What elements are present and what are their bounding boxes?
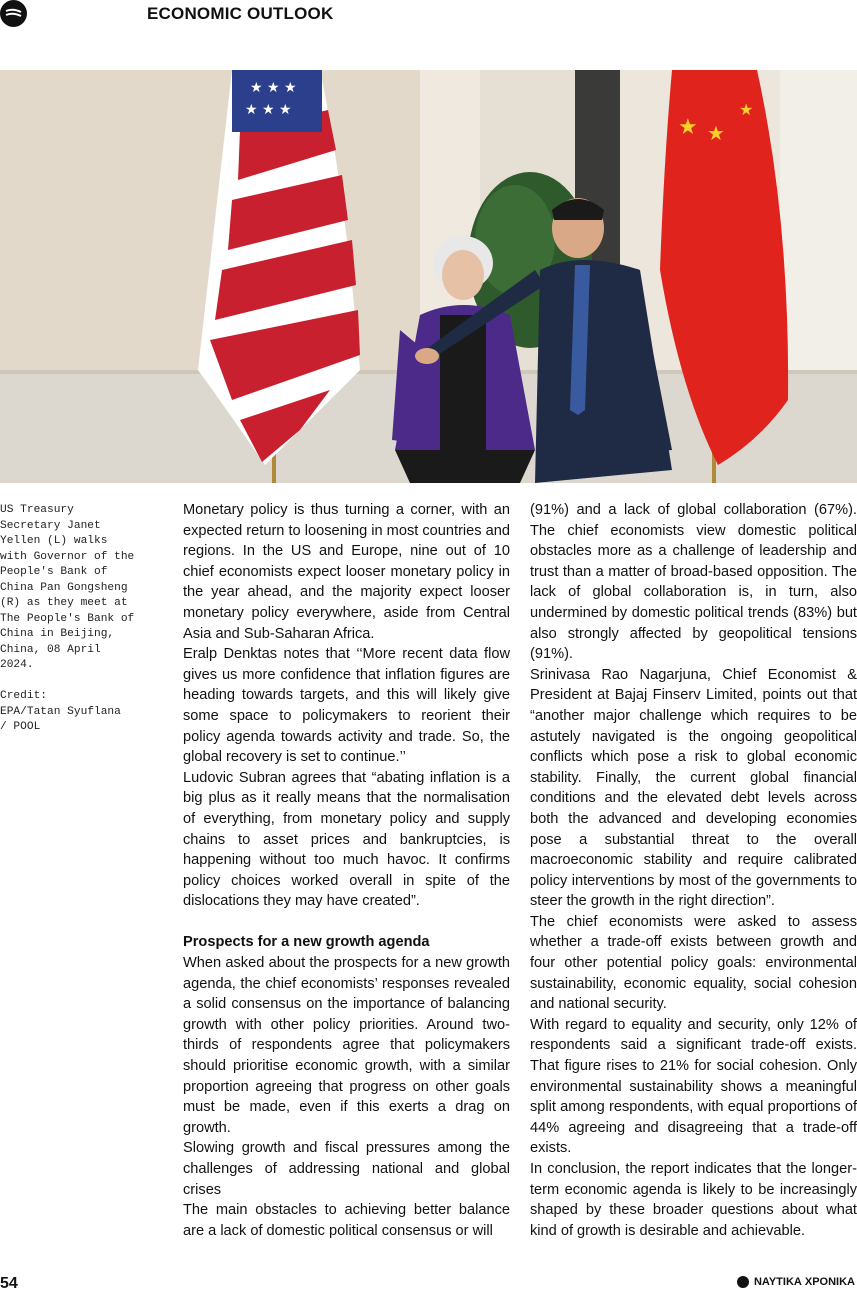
- paragraph: The main obstacles to achieving better balance are a lack of domestic political consensus or will: [183, 1202, 510, 1239]
- section-title: ECONOMIC OUTLOOK: [147, 4, 334, 23]
- svg-text:★: ★: [739, 100, 754, 119]
- article-column-2: [530, 500, 857, 1241]
- svg-text:★: ★: [707, 121, 725, 145]
- paragraph: Monetary policy is thus turning a corner, with an expected return to loosening in most countries and regions. In the US and Europe, nine out of 10 chief economists expect looser monetary policy in the year ahead, and the majority expect looser monetary policy everywhere, aside from Central Asia and Sub-Saharan Africa.: [183, 502, 510, 642]
- publication-name: ΝΑΥΤΙΚΑ ΧΡΟΝΙΚΑ: [753, 1276, 855, 1288]
- paragraph: With regard to equality and security, only 12% of respondents said a significant trade-off exists. That figure rises to 21% for social cohesion. Only environmental sustainability shows a meaningful split among respondents, with equal proportions of 44% agreeing and disagreeing that a trade-off exists.: [530, 1016, 857, 1157]
- paragraph: In conclusion, the report indicates that the longer-term economic agenda is likely to be increasingly shaped by these broader questions about what kind of growth is desirable and achievable.: [530, 1161, 857, 1239]
- publication-logo-small-icon: [737, 1276, 749, 1288]
- paragraph: The chief economists were asked to assess whether a trade-off exists between growth and four other potential policy goals: environmental sustainability, economic equality, social cohesion and national security.: [530, 913, 857, 1013]
- svg-text:★ ★ ★: ★ ★ ★: [245, 102, 292, 118]
- paragraph: When asked about the prospects for a new growth agenda, the chief economists’ responses revealed a solid consensus on the importance of balancing growth with other policy priorities. Around two-thirds of respondents agree that policymakers should prioritise economic growth, with a similar proportion agreeing that progress on other goals must be made, even if this exerts a drag on growth.: [183, 955, 510, 1136]
- paragraph: Srinivasa Rao Nagarjuna, Chief Economist & President at Bajaj Finserv Limited, points out that “another major challenge which requires to be astutely navigated is the ongoing geopolitical conflicts which pose a risk to global economic stability. Finally, the current global financial conditions and the elevated debt levels across both the advanced and developing economies pose a substantial threat to the overall macroeconomic stability and require calibrated policy interventions by most of the governments to steer the growth in the right direction”.: [530, 666, 857, 910]
- svg-text:★ ★ ★: ★ ★ ★: [250, 80, 297, 96]
- publication-footer: [737, 1276, 855, 1288]
- paragraph: Eralp Denktas notes that ‘‘More recent data flow gives us more confidence that inflation figures are heading towards targets, and this will likely give some space to policymakers to reorient their policy agenda towards activity and trade. So, the global recovery is set to continue.’’: [183, 646, 510, 766]
- publication-logo-icon: [0, 0, 27, 27]
- svg-text:★: ★: [678, 115, 698, 140]
- page-number: 54: [0, 1275, 18, 1292]
- article-column-1: [183, 500, 510, 1241]
- paragraph: Ludovic Subran agrees that “abating inflation is a big plus as it really means that the normalisation of everything, from monetary policy and supply chains to asset prices and bankruptcies, is happening without too much havoc. It confirms policy choices worked overall in spite of the dislocations they may have created”.: [183, 769, 510, 910]
- article-photo: [0, 70, 857, 483]
- subheading: Prospects for a new growth agenda: [183, 934, 430, 951]
- paragraph: Slowing growth and fiscal pressures among the challenges of addressing national and global crises: [183, 1140, 510, 1198]
- paragraph: (91%) and a lack of global collaboration (67%). The chief economists view domestic political obstacles more as a challenge of leadership and trust than a matter of broad-based opposition. The lack of global collaboration is, in turn, also undermined by domestic political trends (83%) but also strongly affected by geopolitical tensions (91%).: [530, 502, 857, 663]
- photo-caption: US Treasury Secretary Janet Yellen (L) walks with Governor of the People's Bank of China Pan Gongsheng (R) as they meet at The People's Bank of China in Beijing, China, 08 April 2024. Credit: EPA/Tatan Syuflana / POOL: [0, 504, 135, 733]
